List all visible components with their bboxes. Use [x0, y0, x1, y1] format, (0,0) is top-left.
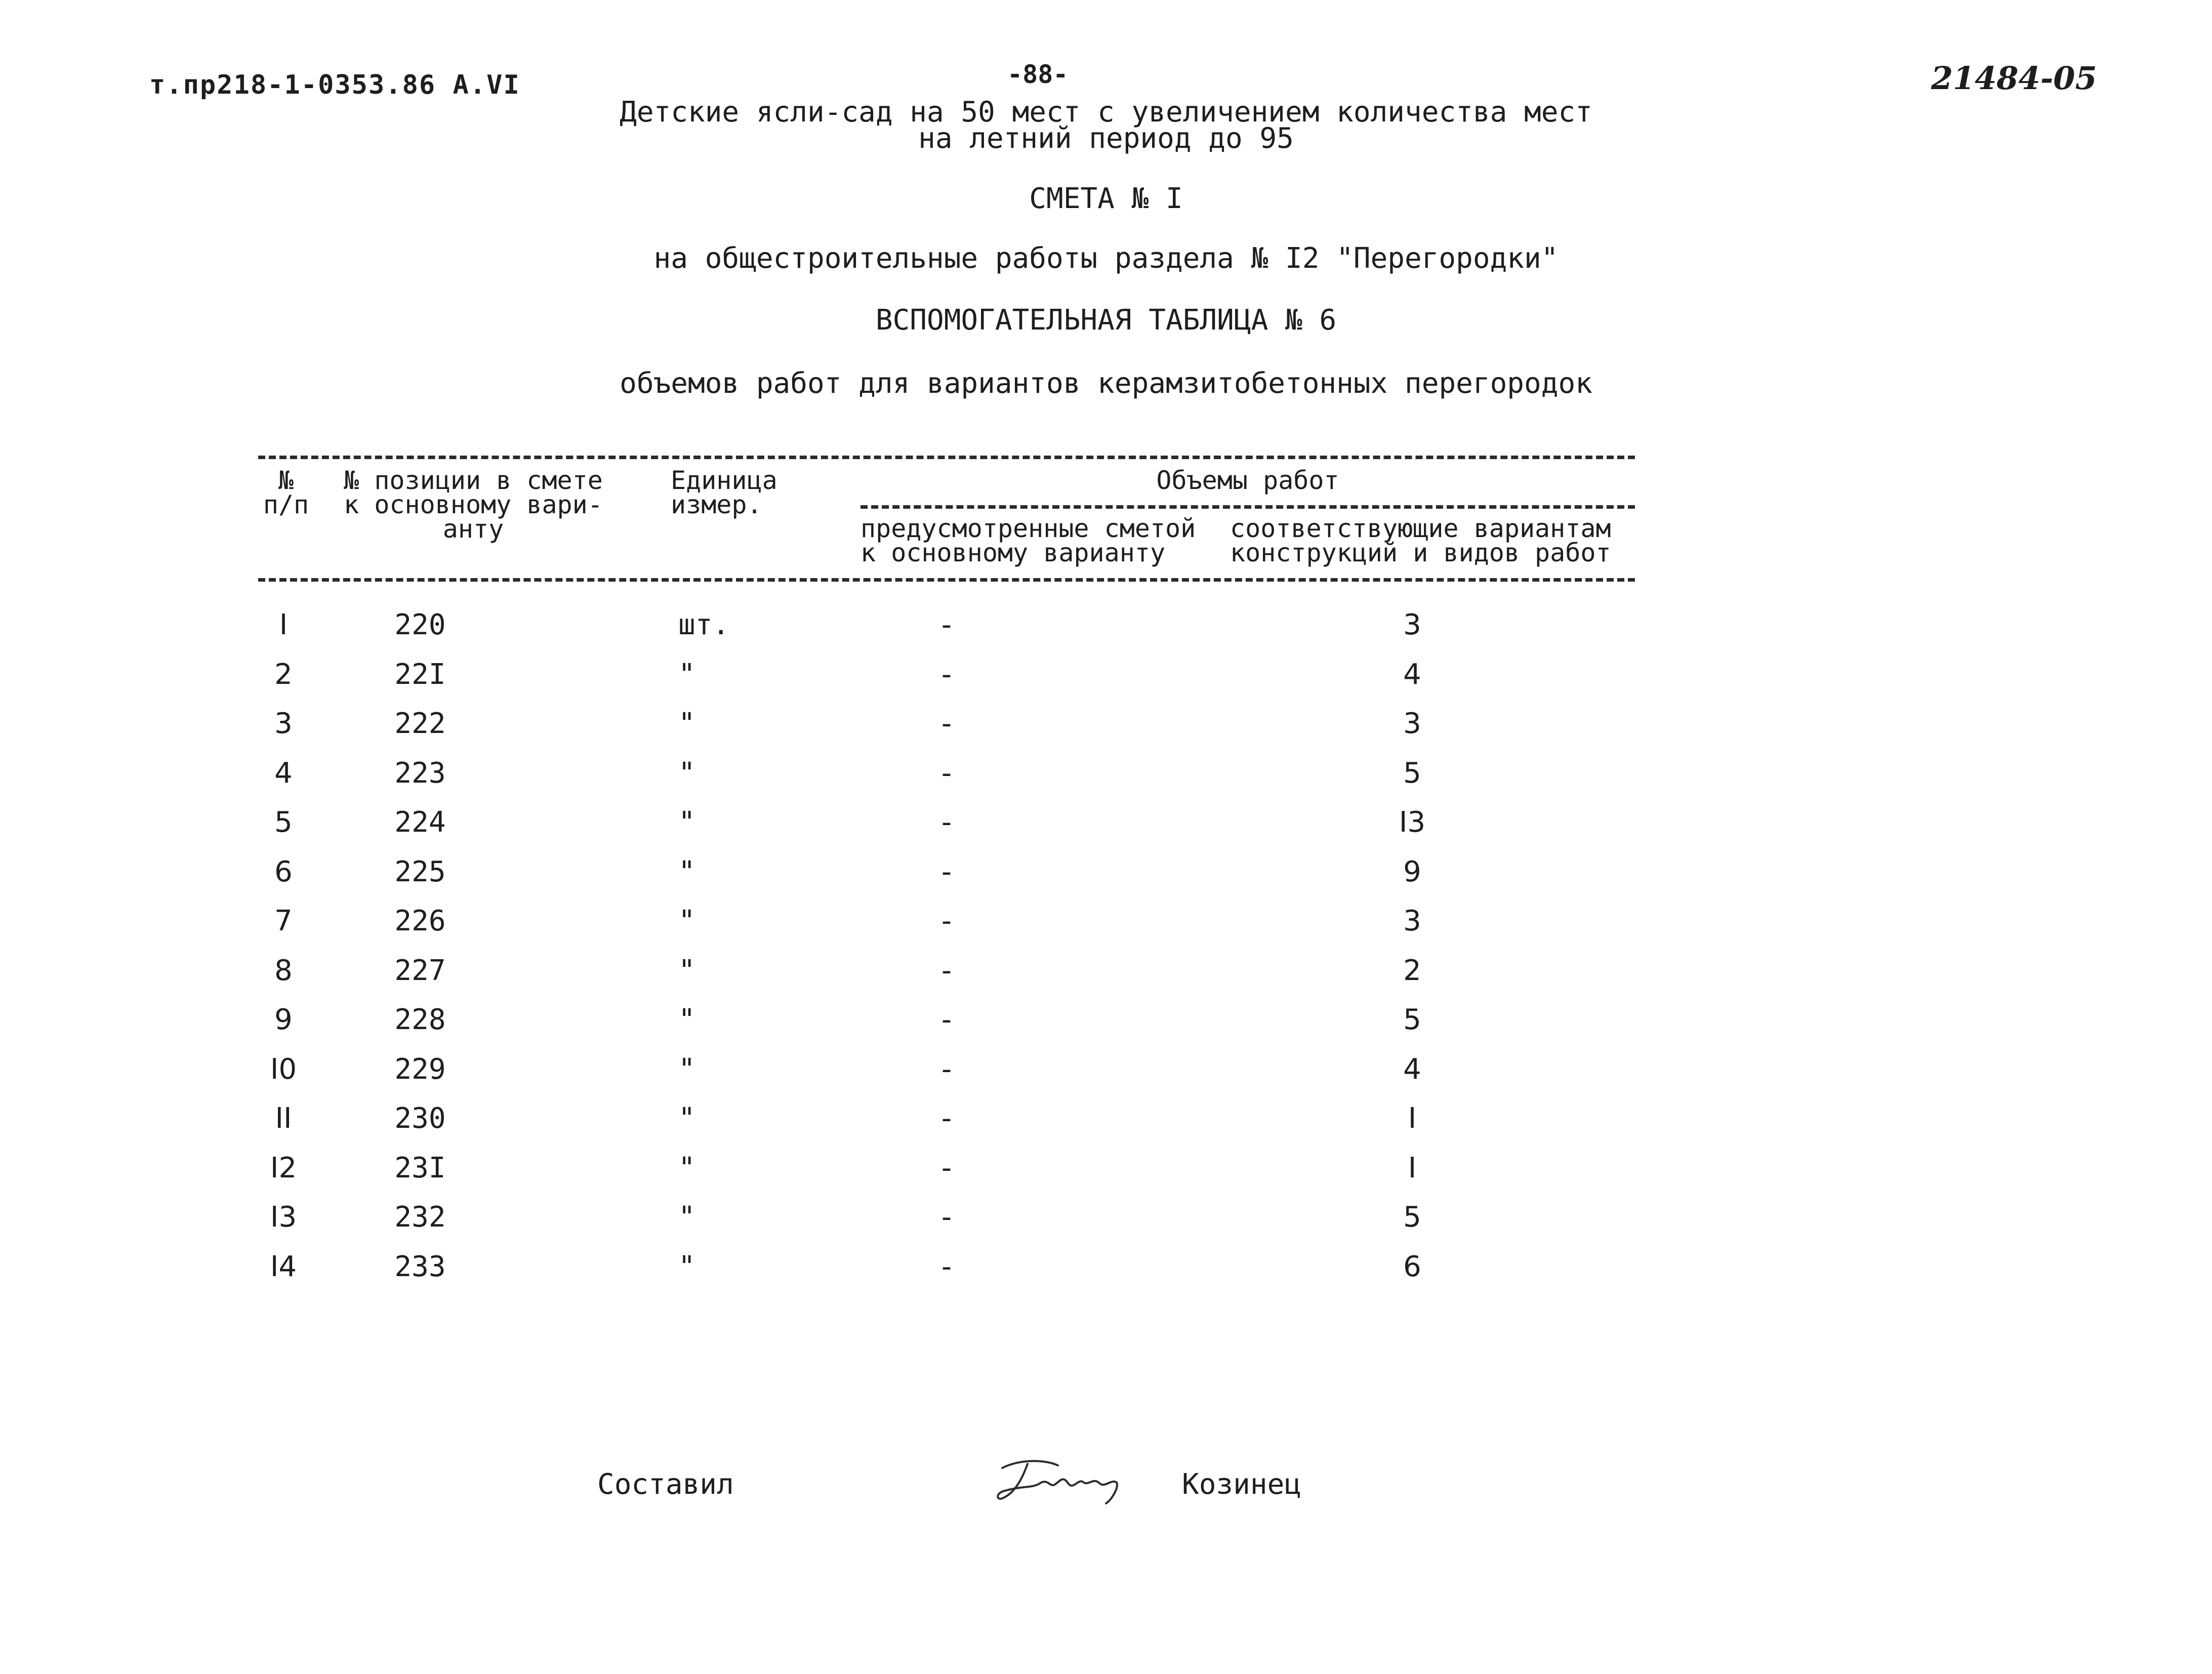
compiler-name: Козинец [1182, 1468, 1302, 1501]
position-cell: 223 [394, 757, 446, 790]
row-number-cell: I2 [270, 1152, 297, 1185]
table-volumes-rule [861, 505, 1635, 509]
position-cell: 232 [394, 1201, 446, 1234]
column-header-variant-volume [1230, 516, 1635, 565]
variant-volume-cell: 6 [1403, 1250, 1421, 1283]
column-header-position-line-2: к основному вари- [344, 490, 603, 519]
position-cell: 22I [394, 658, 446, 691]
document-title-line-2: на летний период до 95 [918, 122, 1294, 155]
position-cell: 230 [394, 1102, 446, 1135]
base-volume-cell: - [941, 905, 952, 937]
base-volume-cell: - [941, 658, 952, 691]
base-volume-cell: - [941, 1053, 952, 1086]
position-cell: 228 [394, 1003, 446, 1036]
unit-cell: " [678, 658, 695, 691]
variant-volume-cell: 3 [1403, 707, 1421, 740]
variant-volume-cell: 4 [1403, 658, 1421, 691]
archive-number-stamp: 21484-05 [1931, 60, 2097, 97]
variant-volume-cell: 5 [1403, 757, 1421, 790]
row-number-cell: 2 [274, 658, 293, 691]
aux-table-title: ВСПОМОГАТЕЛЬНАЯ ТАБЛИЦА № 6 [875, 304, 1337, 337]
base-volume-cell: - [941, 1152, 952, 1185]
base-volume-cell: - [941, 608, 952, 641]
unit-cell: " [678, 905, 695, 937]
column-header-base-volume [861, 516, 1210, 565]
row-number-cell: 5 [274, 806, 293, 839]
row-number-cell: 8 [274, 954, 293, 987]
unit-cell: " [678, 855, 695, 888]
unit-cell: " [678, 1053, 695, 1086]
position-cell: 222 [394, 707, 446, 740]
page-number: -88- [1007, 60, 1069, 89]
column-header-variant-line-2: конструкций и видов работ [1230, 538, 1611, 567]
smeta-subtitle: на общестроительные работы раздела № I2 "Перегородки" [653, 242, 1559, 275]
base-volume-cell: - [941, 954, 952, 987]
unit-cell: " [678, 806, 695, 839]
unit-cell: " [678, 707, 695, 740]
unit-cell: " [678, 1201, 695, 1234]
unit-cell: шт. [678, 608, 730, 641]
unit-cell: " [678, 1152, 695, 1185]
aux-table-subtitle: объемов работ для вариантов керамзитобетонных перегородок [620, 367, 1592, 400]
column-header-base-line-1: предусмотренные сметой [861, 514, 1196, 543]
position-cell: 226 [394, 905, 446, 937]
unit-cell: " [678, 1250, 695, 1283]
column-header-position [332, 466, 615, 544]
column-header-number [256, 468, 316, 517]
base-volume-cell: - [941, 1102, 952, 1135]
variant-volume-cell: I [1408, 1152, 1417, 1185]
column-header-unit-line-1: Единица [671, 466, 777, 495]
table-header-bottom-rule [258, 578, 1635, 582]
column-header-base-line-2: к основному варианту [861, 538, 1166, 567]
base-volume-cell: - [941, 757, 952, 790]
variant-volume-cell: 2 [1403, 954, 1421, 987]
variant-volume-cell: 5 [1403, 1201, 1421, 1234]
unit-cell: " [678, 954, 695, 987]
position-cell: 224 [394, 806, 446, 839]
row-number-cell: I3 [270, 1201, 297, 1234]
base-volume-cell: - [941, 707, 952, 740]
signature-image [992, 1453, 1134, 1508]
base-volume-cell: - [941, 1250, 952, 1283]
smeta-title: СМЕТА № I [1029, 182, 1183, 215]
unit-cell: " [678, 1003, 695, 1036]
document-code-stamp: т.пр218-1-0353.86 А.VI [149, 70, 520, 100]
column-header-number-line-1: № [278, 466, 294, 495]
row-number-cell: 6 [274, 855, 293, 888]
position-cell: 233 [394, 1250, 446, 1283]
row-number-cell: II [275, 1102, 292, 1135]
variant-volume-cell: 5 [1403, 1003, 1421, 1036]
base-volume-cell: - [941, 806, 952, 839]
variant-volume-cell: I [1408, 1102, 1417, 1135]
position-cell: 225 [394, 855, 446, 888]
row-number-cell: I4 [270, 1250, 297, 1283]
unit-cell: " [678, 1102, 695, 1135]
position-cell: 227 [394, 954, 446, 987]
variant-volume-cell: 3 [1403, 905, 1421, 937]
row-number-cell: 3 [274, 707, 293, 740]
column-header-unit [671, 468, 802, 517]
document-title-line-1: Детские ясли-сад на 50 мест с увеличением количества мест [620, 96, 1592, 129]
position-cell: 220 [394, 608, 446, 641]
variant-volume-cell: 3 [1403, 608, 1421, 641]
row-number-cell: 7 [274, 905, 293, 937]
variant-volume-cell: I3 [1399, 806, 1426, 839]
composed-by-label: Составил [597, 1468, 734, 1501]
variant-volume-cell: 4 [1403, 1053, 1421, 1086]
position-cell: 23I [394, 1152, 446, 1185]
base-volume-cell: - [941, 1201, 952, 1234]
column-header-variant-line-1: соответствующие вариантам [1230, 514, 1611, 543]
column-header-position-line-1: № позиции в смете [344, 466, 603, 495]
column-header-number-line-2: п/п [263, 490, 309, 519]
row-number-cell: I0 [270, 1053, 297, 1086]
base-volume-cell: - [941, 1003, 952, 1036]
unit-cell: " [678, 757, 695, 790]
row-number-cell: I [279, 608, 288, 641]
column-header-unit-line-2: измер. [671, 490, 762, 519]
column-header-position-line-3: анту [442, 514, 504, 544]
position-cell: 229 [394, 1053, 446, 1086]
variant-volume-cell: 9 [1403, 855, 1421, 888]
row-number-cell: 9 [274, 1003, 293, 1036]
table-top-rule [258, 456, 1635, 459]
row-number-cell: 4 [274, 757, 293, 790]
base-volume-cell: - [941, 855, 952, 888]
column-header-volumes: Объемы работ [1156, 466, 1339, 495]
